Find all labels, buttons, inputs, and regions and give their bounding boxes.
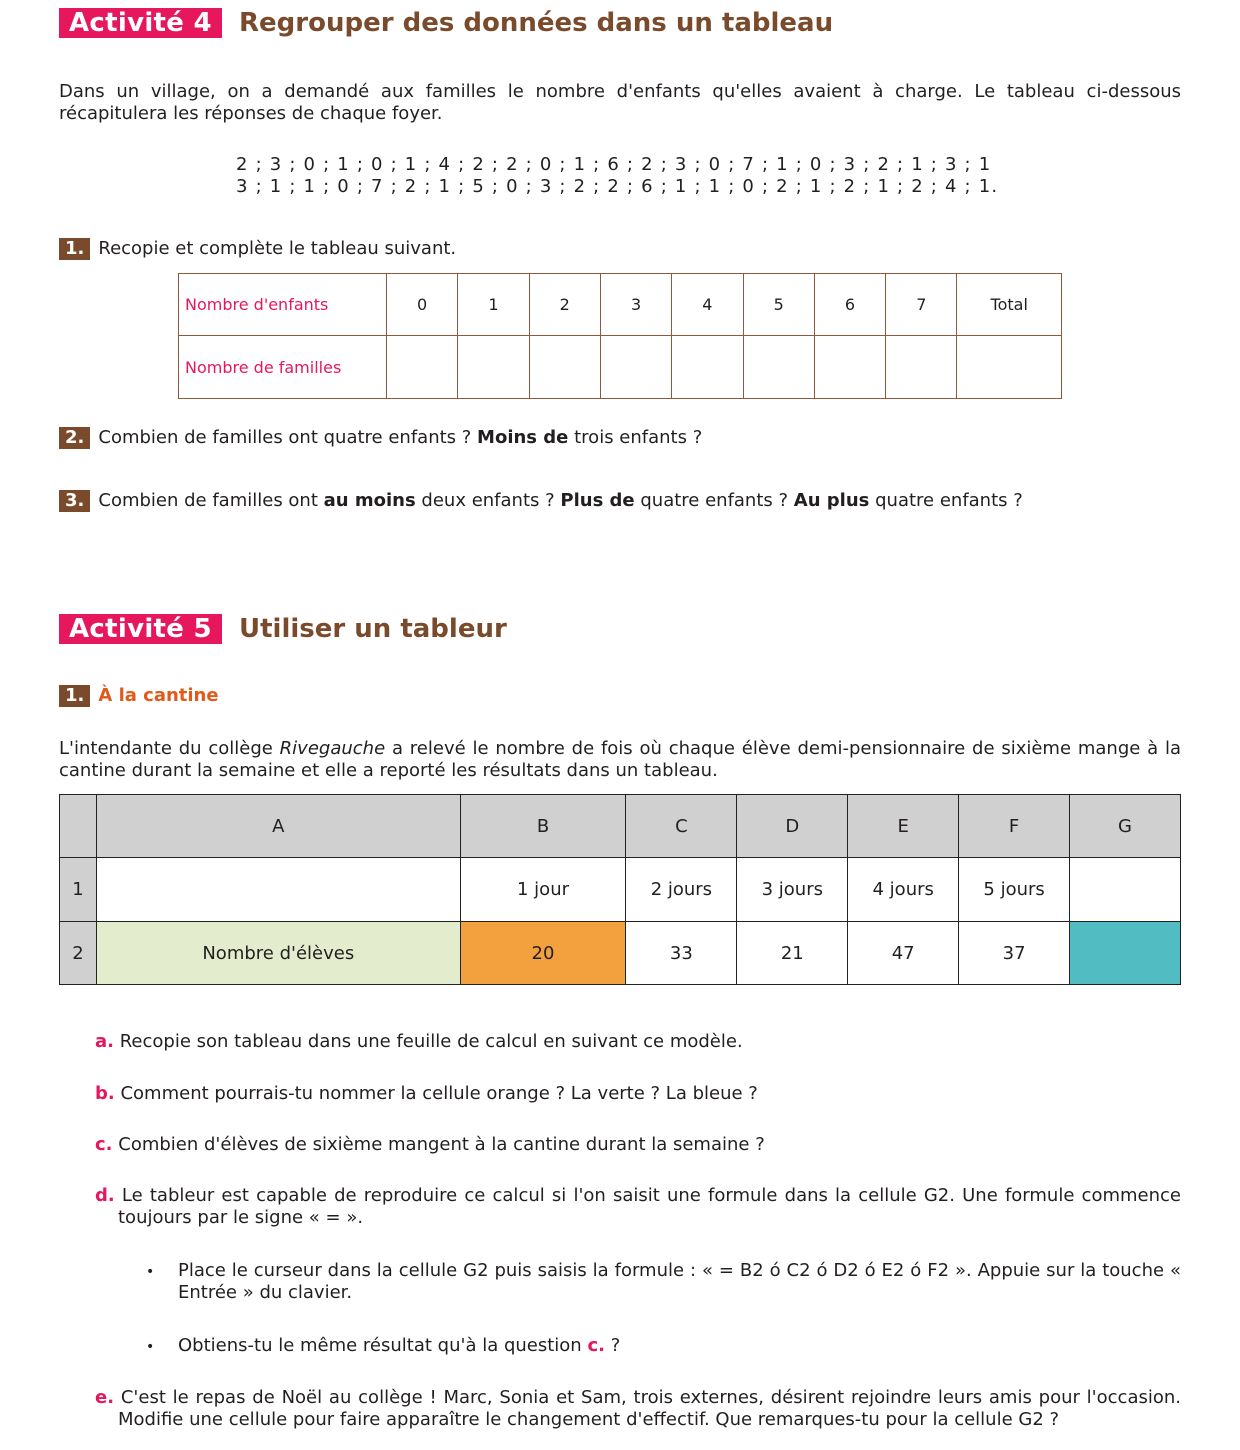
column-header: A [96,795,460,858]
item-b [95,1083,1181,1105]
row-header: 1 [60,858,97,922]
cell-B1: 1 jour [460,858,626,922]
activity-4-badge: Activité 4 [59,8,222,38]
column-header: C [626,795,737,858]
header-cell: 3 [600,274,671,336]
item-text: Le tableur est capable de reproduire ce calcul si l'on saisit une formule dans la cellule G2. Une formule commence toujours par le signe « = ». [118,1185,1181,1228]
item-text: C'est le repas de Noël au collège ! Marc, Sonia et Sam, trois externes, désirent rejoindre leurs amis pour l'occasion. Modifie une cellule pour faire apparaître le changement d'effectif. Que remarques-tu pour la cellule G2 ? [118,1387,1181,1430]
header-cell: 0 [386,274,457,336]
question-number: 2. [59,427,90,449]
empty-cell [957,336,1062,399]
question-text: Recopie et complète le tableau suivant. [98,238,457,259]
item-text: Recopie son tableau dans une feuille de calcul en suivant ce modèle. [119,1031,743,1052]
header-cell-total: Total [957,274,1062,336]
empty-cell [458,336,529,399]
empty-cell [886,336,957,399]
question-reference: c. [587,1335,605,1356]
item-a [95,1031,1181,1053]
sequence-line-2: 3 ; 1 ; 1 ; 0 ; 7 ; 2 ; 1 ; 5 ; 0 ; 3 ; 2 ; 2 ; 6 ; 1 ; 1 ; 0 ; 2 ; 1 ; 2 ; 1 ; 2 ; 4 ; 1. [236,176,999,197]
cell-D1: 3 jours [737,858,848,922]
column-header: E [848,795,959,858]
activity-5-badge: Activité 5 [59,614,222,644]
bullet-text: ? [604,1335,621,1356]
part-title: À la cantine [98,685,219,706]
bullet-dot: • [146,1264,155,1280]
question-text: deux enfants ? [415,490,561,511]
header-cell: 4 [672,274,743,336]
header-cell: 2 [529,274,600,336]
cell-D2: 21 [737,922,848,985]
bullet-text: Obtiens-tu le même résultat qu'à la question [178,1335,588,1356]
cell-F1: 5 jours [959,858,1070,922]
item-letter: a. [95,1031,114,1052]
item-d [95,1185,1181,1229]
cell-E2: 47 [848,922,959,985]
question-3 [59,490,1023,512]
empty-cell [386,336,457,399]
question-text: quatre enfants ? [634,490,794,511]
header-cell: 1 [458,274,529,336]
part-number: 1. [59,685,90,707]
intro-text: a relevé le nombre de fois où chaque élève demi-pensionnaire de sixième mange à la cantine durant la semaine et elle a reporté les résultats dans un tableau. [59,738,1182,781]
question-bold: au moins [323,490,416,511]
cell-F2: 37 [959,922,1070,985]
row-label-children: Nombre d'enfants [179,274,387,336]
column-header: F [959,795,1070,858]
row-label-families: Nombre de familles [179,336,387,399]
question-text: Combien de familles ont quatre enfants ? [98,427,478,448]
bullet-dot: • [146,1339,155,1355]
cell-G2-blue [1070,922,1181,985]
question-text: quatre enfants ? [869,490,1023,511]
item-text: Comment pourrais-tu nommer la cellule orange ? La verte ? La bleue ? [120,1083,758,1104]
activity-4-intro: Dans un village, on a demandé aux familles le nombre d'enfants qu'elles avaient à charge. Le tableau ci-dessous récapitulera les réponses de chaque foyer. [59,81,1181,124]
empty-cell [814,336,885,399]
cell-A1 [96,858,460,922]
header-cell: 6 [814,274,885,336]
question-text: trois enfants ? [568,427,703,448]
cell-C2: 33 [626,922,737,985]
empty-cell [672,336,743,399]
column-header: G [1070,795,1181,858]
empty-cell [743,336,814,399]
item-c [95,1134,1181,1156]
bullet-2 [178,1335,1181,1357]
children-families-table [178,273,1062,399]
cell-A2-green: Nombre d'élèves [96,922,460,985]
row-header: 2 [60,922,97,985]
cell-C1: 2 jours [626,858,737,922]
column-header: D [737,795,848,858]
question-bold: Au plus [793,490,870,511]
empty-cell [529,336,600,399]
header-cell: 7 [886,274,957,336]
question-number: 3. [59,490,90,512]
part-1-heading [59,685,219,707]
empty-cell [600,336,671,399]
header-cell: 5 [743,274,814,336]
question-1 [59,238,456,260]
item-e [95,1387,1181,1431]
activity-5-title: Utiliser un tableur [239,614,507,644]
activity-4-title: Regrouper des données dans un tableau [239,8,834,38]
item-letter: b. [95,1083,115,1104]
question-bold: Moins de [477,427,569,448]
item-letter: d. [95,1185,115,1206]
corner-cell [60,795,97,858]
column-header: B [460,795,626,858]
bullet-1: Place le curseur dans la cellule G2 puis saisis la formule : « = B2 ó C2 ó D2 ó E2 ó F2 ». Appuie sur la touche « Entrée » du clavier. [178,1260,1181,1303]
question-number: 1. [59,238,90,260]
question-text: Combien de familles ont [98,490,324,511]
cell-E1: 4 jours [848,858,959,922]
spreadsheet-table [59,794,1181,985]
cell-G1 [1070,858,1181,922]
activity-5-intro [59,738,1181,782]
question-2 [59,427,702,449]
question-bold: Plus de [560,490,635,511]
item-letter: c. [95,1134,113,1155]
intro-text: L'intendante du collège [59,738,280,759]
sequence-line-1: 2 ; 3 ; 0 ; 1 ; 0 ; 1 ; 4 ; 2 ; 2 ; 0 ; 1 ; 6 ; 2 ; 3 ; 0 ; 7 ; 1 ; 0 ; 3 ; 2 ; 1 ; 3 ; 1 [236,154,992,175]
item-text: Combien d'élèves de sixième mangent à la cantine durant la semaine ? [118,1134,765,1155]
cell-B2-orange: 20 [460,922,626,985]
item-letter: e. [95,1387,115,1408]
school-name: Rivegauche [279,738,386,759]
